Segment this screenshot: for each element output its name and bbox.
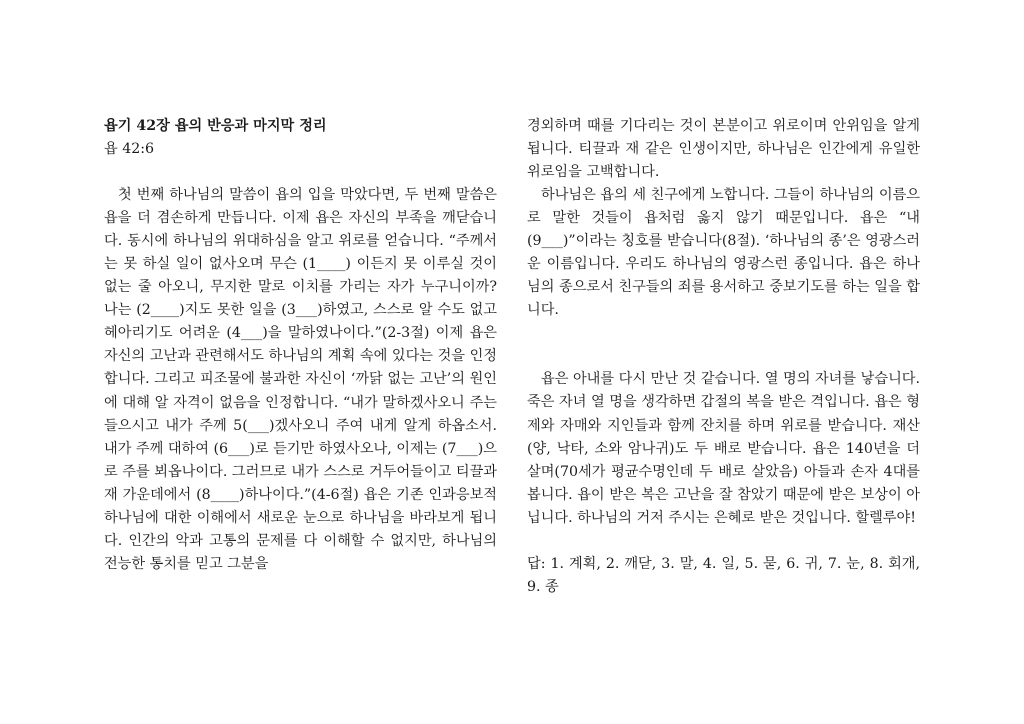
scripture-reference: 욥 42:6 — [104, 141, 155, 158]
body-paragraph: 경외하며 때를 기다리는 것이 본분이고 위로이며 안위임을 알게 됩니다. 티끌과 재 같은 인생이지만, 하나님은 인간에게 유일한 위로임을 고백합니다. — [527, 118, 920, 181]
page-title: 욥기 42장 욥의 반응과 마지막 정리 — [104, 118, 327, 134]
spacer — [527, 345, 920, 368]
body-paragraph: 욥은 아내를 다시 만난 것 같습니다. 열 명의 자녀를 낳습니다. 죽은 자녀 열 명을 생각하면 갑절의 복을 받은 격입니다. 욥은 형제와 자매와 지인들과 함께 잔치를 하며 위로를 받습니다. 재산(양, 낙타, 소와 암나귀)도 두 배로 받습니다. 욥은 140년을 더 살며(70세가 평균수명인데 두 배로 살았음) 아들과 손자 4대를 봅니다. 욥이 받은 복은 고난을 잘 참았기 때문에 받은 보상이 아닙니다. 하나님의 거저 주시는 은혜로 받은 것입니다. 할렐루야! — [527, 371, 920, 526]
spacer — [527, 322, 920, 345]
spacer — [527, 530, 920, 553]
body-paragraph: 첫 번째 하나님의 말씀이 욥의 입을 막았다면, 두 번째 말씀은 욥을 더 겸손하게 만듭니다. 이제 욥은 자신의 부족을 깨닫습니다. 동시에 하나님의 위대하심을 알고 위로를 얻습니다. “주께서는 못 하실 일이 없사오며 무슨 (1____) 이든지 못 이루실 것이 없는 줄 아오니, 무지한 말로 이치를 가리는 자가 누구니이까? 나는 (2____)지도 못한 일을 (3___)하였고, 스스로 알 수도 없고 헤아리기도 어려운 (4___)을 말하였나이다.”(2-3절) 이제 욥은 자신의 고난과 관련해서도 하나님의 계획 속에 있다는 것을 인정합니다. 그리고 피조물에 불과한 자신이 ‘까닭 없는 고난’의 원인에 대해 알 자격이 없음을 인정합니다. “내가 말하겠사오니 주는 들으시고 내가 주께 5(___)겠사오니 주여 내게 알게 하옵소서. 내가 주께 대하여 (6___)로 듣기만 하였사오나, 이제는 (7___)으로 주를 뵈옵나이다. 그러므로 내가 스스로 거두어들이고 티끌과 재 가운데에서 (8____)하나이다.”(4-6절) 욥은 기존 인과응보적 하나님에 대한 이해에서 새로운 눈으로 하나님을 바라보게 됩니다. 인간의 악과 고통의 문제를 다 이해할 수 없지만, 하나님의 전능한 통치를 믿고 그분을 — [104, 187, 497, 572]
spacer — [104, 161, 497, 184]
right-column — [527, 115, 920, 599]
left-column — [104, 115, 497, 576]
answer-key: 답: 1. 계획, 2. 깨닫, 3. 말, 4. 일, 5. 묻, 6. 귀, 7. 눈, 8. 회개, 9. 종 — [527, 555, 920, 595]
body-paragraph: 하나님은 욥의 세 친구에게 노합니다. 그들이 하나님의 이름으로 말한 것들이 욥처럼 옳지 않기 때문입니다. 욥은 “내 (9___)”이라는 칭호를 받습니다(8절). ‘하나님의 종’은 영광스러운 이름입니다. 우리도 하나님의 영광스런 종입니다. 욥은 하나님의 종으로서 친구들의 죄를 용서하고 중보기도를 하는 일을 합니다. — [527, 187, 920, 319]
